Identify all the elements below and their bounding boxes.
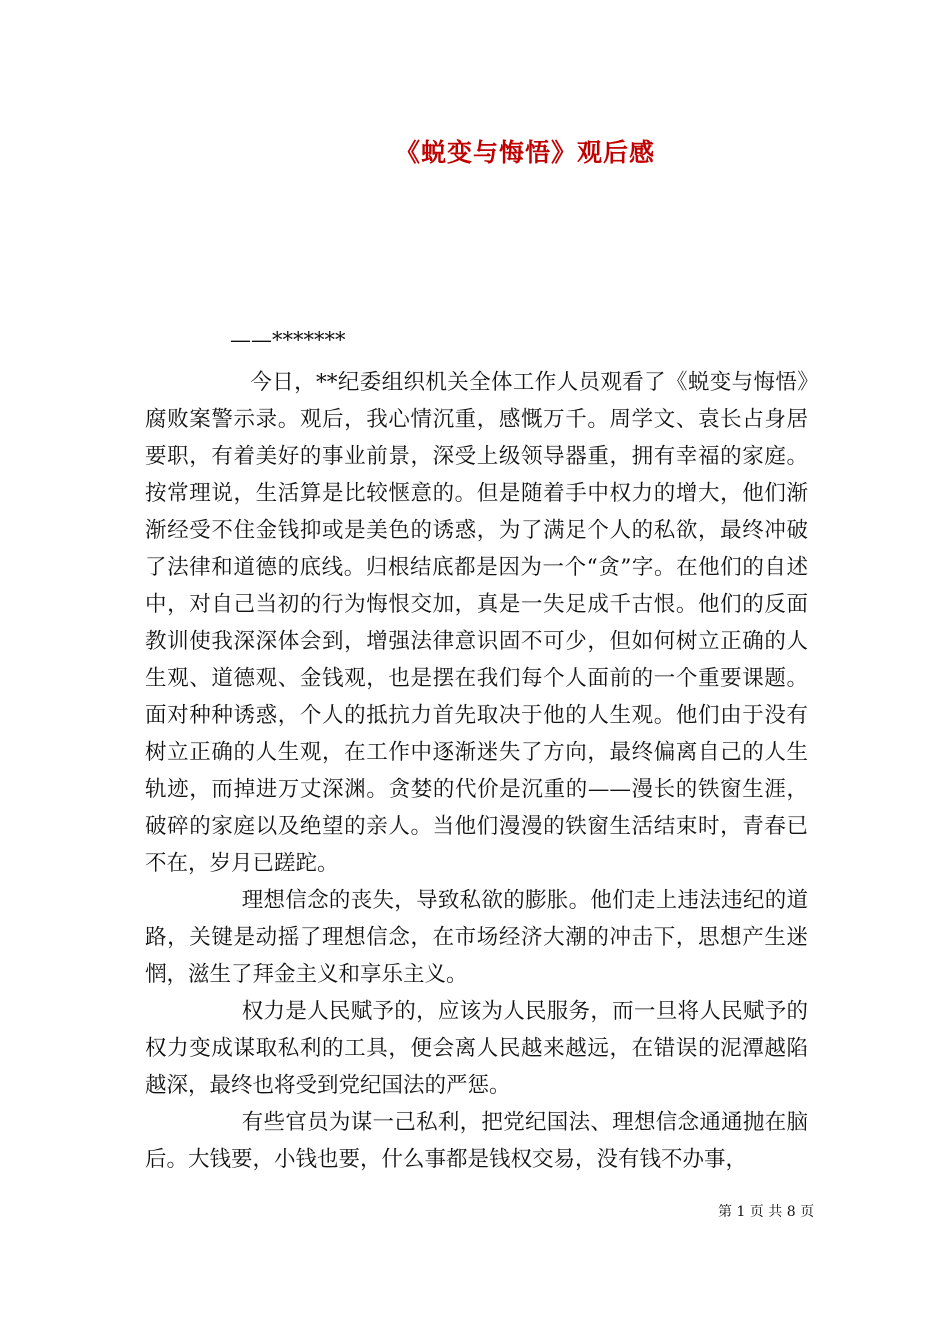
paragraph-1: 今日，**纪委组织机关全体工作人员观看了《蜕变与悔悟》腐败案警示录。观后，我心情沉重，感慨万千。周学文、袁长占身居要职，有着美好的事业前景，深受上级领导器重，拥有幸福的家庭。按常理说，生活算是比较惬意的。但是随着手中权力的增大，他们渐渐经受不住金钱抑或是美色的诱惑，为了满足个人的私欲，最终冲破了法律和道德的底线。归根结底都是因为一个“贪”字。在他们的自述中，对自己当初的行为悔恨交加，真是一失足成千古恨。他们的反面教训使我深深体会到，增强法律意识固不可少，但如何树立正确的人生观、道德观、金钱观，也是摆在我们每个人面前的一个重要课题。面对种种诱惑，个人的抵抗力首先取决于他的人生观。他们由于没有树立正确的人生观，在工作中逐渐迷失了方向，最终偏离自己的人生轨迹，而掉进万丈深渊。贪婪的代价是沉重的——漫长的铁窗生涯，破碎的家庭以及绝望的亲人。当他们漫漫的铁窗生活结束时，青春已不在，岁月已蹉跎。 [145,370,808,876]
paragraph-2: 理想信念的丧失，导致私欲的膨胀。他们走上违法违纪的道路，关键是动摇了理想信念，在市场经济大潮的冲击下，思想产生迷惘，滋生了拜金主义和享乐主义。 [145,888,808,987]
document-body [145,364,808,1178]
paragraph-4: 有些官员为谋一己私利，把党纪国法、理想信念通通抛在脑后。大钱要，小钱也要，什么事都是钱权交易，没有钱不办事， [145,1110,808,1172]
page-footer: 第 1 页 共 8 页 [718,1204,815,1220]
document-title: 《蜕变与悔悟》观后感 [394,138,655,167]
paragraph-3: 权力是人民赋予的，应该为人民服务，而一旦将人民赋予的权力变成谋取私利的工具，便会离人民越来越远，在错误的泥潭越陷越深，最终也将受到党纪国法的严惩。 [145,999,808,1098]
author-line: ——******* [230,328,346,352]
